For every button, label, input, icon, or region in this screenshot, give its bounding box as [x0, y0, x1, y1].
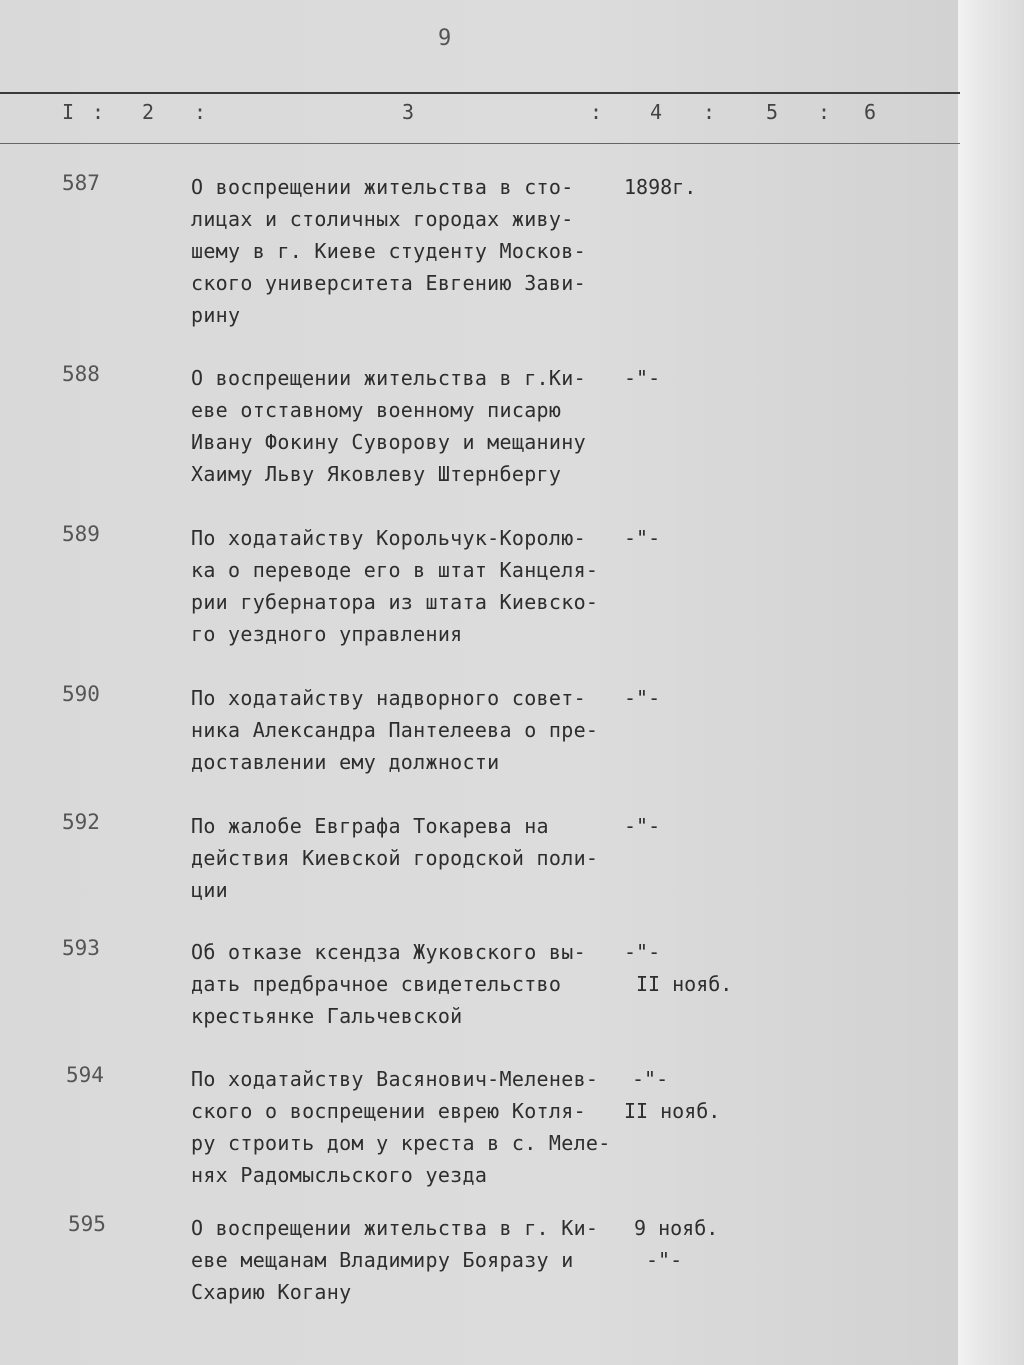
record-date: [624, 810, 660, 842]
record-date: [624, 682, 660, 714]
column-header-2: 2: [142, 100, 155, 124]
record-title: [191, 522, 598, 650]
record-title-line: О воспрещении жительства в г.Ки-: [191, 366, 586, 390]
column-header-5: 5: [766, 100, 779, 124]
record-title-line: рии губернатора из штата Киевско-: [191, 590, 599, 614]
record-title: [191, 682, 598, 778]
record-number: 589: [62, 522, 100, 546]
header-rule-bottom: [0, 143, 960, 144]
record-date-line: -"-: [646, 1248, 683, 1272]
column-header-separator: :: [194, 100, 207, 124]
record-date-line: -"-: [632, 1067, 669, 1091]
record-title-line: О воспрещении жительства в г. Ки-: [191, 1216, 599, 1240]
record-number: 587: [62, 171, 100, 195]
column-header-separator: :: [818, 100, 831, 124]
record-date: [624, 936, 732, 1000]
record-title: [191, 936, 586, 1032]
column-header-3: 3: [402, 100, 415, 124]
record-title-line: Ивану Фокину Суворову и мещанину: [191, 430, 586, 454]
record-title: [191, 1212, 598, 1308]
record-date-line: 1898г.: [624, 175, 697, 199]
record-title-line: Хаиму Льву Яковлеву Штернбергу: [191, 462, 562, 486]
record-title-line: дать предбрачное свидетельство: [191, 972, 562, 996]
record-title-line: По ходатайству Корольчук-Королю-: [191, 526, 586, 550]
record-title-line: По ходатайству Васянович-Меленев-: [191, 1067, 599, 1091]
page-number: 9: [438, 26, 452, 51]
record-date-line: -"-: [624, 686, 661, 710]
record-date-line: -"-: [624, 366, 661, 390]
record-title-line: ского университета Евгению Зави-: [191, 271, 586, 295]
header-rule-top: [0, 92, 960, 94]
record-title-line: шему в г. Киеве студенту Москов-: [191, 239, 586, 263]
record-title-line: По ходатайству надворного совет-: [191, 686, 586, 710]
record-date: [624, 522, 660, 554]
record-date: [634, 1212, 718, 1276]
record-title-line: нях Радомысльского уезда: [191, 1163, 488, 1187]
record-number: 593: [62, 936, 100, 960]
record-date-line: II нояб.: [624, 1099, 721, 1123]
column-header-4: 4: [650, 100, 663, 124]
record-title: [191, 171, 586, 331]
record-number: 588: [62, 362, 100, 386]
column-header-separator: :: [590, 100, 603, 124]
record-date-line: 9 нояб.: [634, 1216, 719, 1240]
record-date-line: -"-: [624, 526, 661, 550]
record-date: [624, 1063, 721, 1127]
column-header-1: I: [62, 100, 75, 124]
record-title-line: лицах и столичных городах живу-: [191, 207, 574, 231]
record-number: 590: [62, 682, 100, 706]
page-edge: [958, 0, 1024, 1365]
record-title-line: Об отказе ксендза Жуковского вы-: [191, 940, 586, 964]
record-title-line: го уездного управления: [191, 622, 463, 646]
record-title: [191, 1063, 611, 1191]
record-title: [191, 362, 586, 490]
column-header-6: 6: [864, 100, 877, 124]
record-title-line: еве отставному военному писарю: [191, 398, 562, 422]
record-number: 595: [68, 1212, 106, 1236]
record-title-line: действия Киевской городской поли-: [191, 846, 599, 870]
record-title-line: По жалобе Евграфа Токарева на: [191, 814, 549, 838]
record-title-line: еве мещанам Владимиру Бояразу и: [191, 1248, 574, 1272]
record-number: 594: [66, 1063, 104, 1087]
column-header-separator: :: [92, 100, 105, 124]
record-title-line: крестьянке Гальчевской: [191, 1004, 463, 1028]
record-title-line: ка о переводе его в штат Канцеля-: [191, 558, 599, 582]
record-title-line: О воспрещении жительства в сто-: [191, 175, 574, 199]
record-date-line: -"-: [624, 814, 661, 838]
record-number: 592: [62, 810, 100, 834]
record-title-line: доставлении ему должности: [191, 750, 500, 774]
record-title-line: ции: [191, 878, 229, 902]
record-title-line: ру строить дом у креста в с. Меле-: [191, 1131, 611, 1155]
record-title-line: ника Александра Пантелеева о пре-: [191, 718, 599, 742]
record-title-line: ского о воспрещении еврею Котля-: [191, 1099, 586, 1123]
record-date: [624, 362, 660, 394]
record-title-line: Схарию Когану: [191, 1280, 352, 1304]
record-title-line: рину: [191, 303, 241, 327]
record-date-line: -"-: [624, 940, 661, 964]
record-date: [624, 171, 696, 203]
record-date-line: II нояб.: [636, 972, 733, 996]
record-title: [191, 810, 598, 906]
column-header-separator: :: [703, 100, 716, 124]
